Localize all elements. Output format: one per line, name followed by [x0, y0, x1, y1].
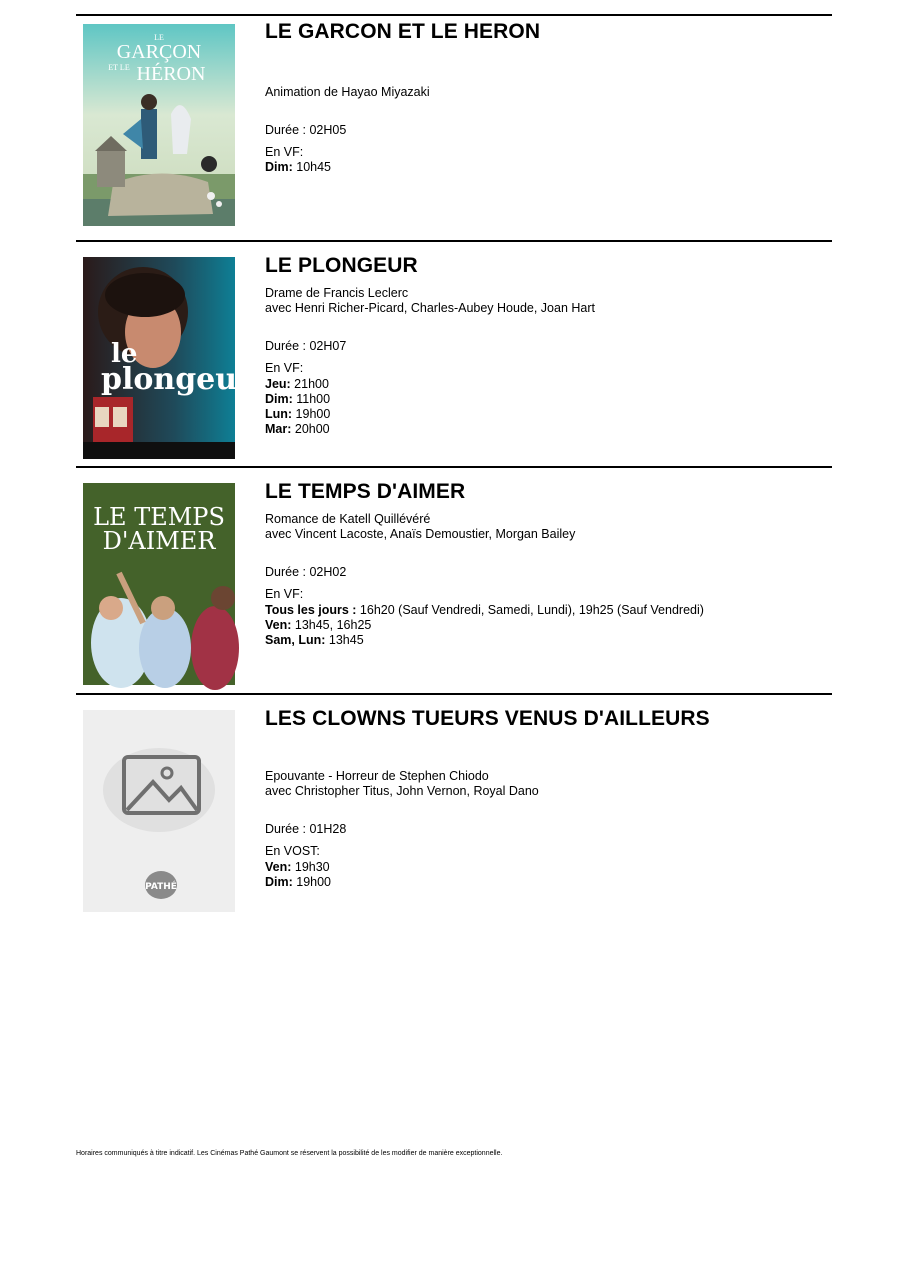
showtime-day: Tous les jours :	[265, 603, 357, 617]
poster-title-text: plongeur	[101, 362, 253, 397]
poster-title-text: GARÇON	[116, 41, 202, 63]
film-duration: Durée : 01H28	[265, 822, 347, 836]
film-version: En VF:	[265, 361, 304, 375]
showtime-day: Dim:	[265, 875, 293, 889]
showtime-row	[265, 860, 330, 875]
film-genre: Animation de Hayao Miyazaki	[265, 85, 430, 99]
showtime-times: 19h00	[292, 407, 331, 421]
film-entry	[76, 466, 832, 693]
film-version: En VF:	[265, 145, 304, 159]
film-poster-placeholder[interactable]	[83, 710, 235, 912]
film-poster[interactable]	[83, 483, 235, 685]
film-version: En VOST:	[265, 844, 320, 858]
showtime-times: 20h00	[291, 422, 330, 436]
film-duration: Durée : 02H05	[265, 123, 347, 137]
disclaimer-footer: Horaires communiqués à titre indicatif. Les Cinémas Pathé Gaumont se réservent la possibilité de les modifier de manière exceptionnelle.	[76, 1150, 503, 1157]
film-poster[interactable]	[83, 24, 235, 226]
film-duration: Durée : 02H07	[265, 339, 347, 353]
showtime-row	[265, 422, 330, 437]
showtime-day: Dim:	[265, 160, 293, 174]
showtime-row	[265, 392, 330, 407]
showtime-day: Jeu:	[265, 377, 291, 391]
film-entry	[76, 14, 832, 240]
showtime-times: 19h30	[291, 860, 330, 874]
film-genre: Epouvante - Horreur de Stephen Chiodo	[265, 769, 489, 783]
film-genre: Drame de Francis Leclerc	[265, 286, 409, 300]
film-title[interactable]: LES CLOWNS TUEURS VENUS D'AILLEURS	[265, 707, 710, 730]
showtime-times: 13h45, 16h25	[291, 618, 372, 632]
film-cast: avec Christopher Titus, John Vernon, Royal Dano	[265, 784, 539, 798]
showtime-day: Sam, Lun:	[265, 633, 326, 647]
film-cast: avec Vincent Lacoste, Anaïs Demoustier, Morgan Bailey	[265, 527, 576, 541]
film-cast: avec Henri Richer-Picard, Charles-Aubey Houde, Joan Hart	[265, 301, 596, 315]
showtime-day: Ven:	[265, 618, 292, 632]
showtime-row	[265, 633, 364, 648]
showtime-times: 10h45	[292, 160, 332, 174]
poster-title-text: LE TEMPS	[93, 503, 225, 531]
pathe-logo-text: PATHÉ	[145, 882, 177, 892]
film-poster[interactable]	[83, 257, 253, 459]
poster-title-text: LE	[154, 33, 164, 42]
film-title[interactable]: LE TEMPS D'AIMER	[265, 480, 466, 503]
film-title[interactable]: LE GARCON ET LE HERON	[265, 20, 541, 43]
showtime-times: 11h00	[292, 392, 331, 406]
showtime-day: Lun:	[265, 407, 293, 421]
showtime-times: 21h00	[290, 377, 329, 391]
showtime-day: Mar:	[265, 422, 292, 436]
poster-title-text: HÉRON	[136, 63, 206, 85]
showtime-times: 19h00	[292, 875, 332, 889]
film-entry	[76, 693, 832, 919]
showtime-row	[265, 377, 329, 392]
showtime-day: Dim:	[265, 392, 293, 406]
film-version: En VF:	[265, 587, 304, 601]
showtime-row	[265, 618, 371, 633]
showtime-row	[265, 875, 331, 890]
film-genre: Romance de Katell Quillévéré	[265, 512, 431, 526]
showtime-row	[265, 407, 330, 422]
film-title[interactable]: LE PLONGEUR	[265, 254, 418, 277]
showtime-day: Ven:	[265, 860, 292, 874]
poster-title-text: le	[111, 339, 138, 369]
poster-title-text: D'AIMER	[102, 527, 216, 555]
film-entry	[76, 240, 832, 466]
poster-title-text: ET LE	[108, 63, 130, 72]
showtime-times: 16h20 (Sauf Vendredi, Samedi, Lundi), 19h25 (Sauf Vendredi)	[356, 603, 704, 617]
film-duration: Durée : 02H02	[265, 565, 347, 579]
showtime-row	[265, 603, 704, 618]
showtime-times: 13h45	[325, 633, 364, 647]
showtime-row	[265, 160, 331, 175]
